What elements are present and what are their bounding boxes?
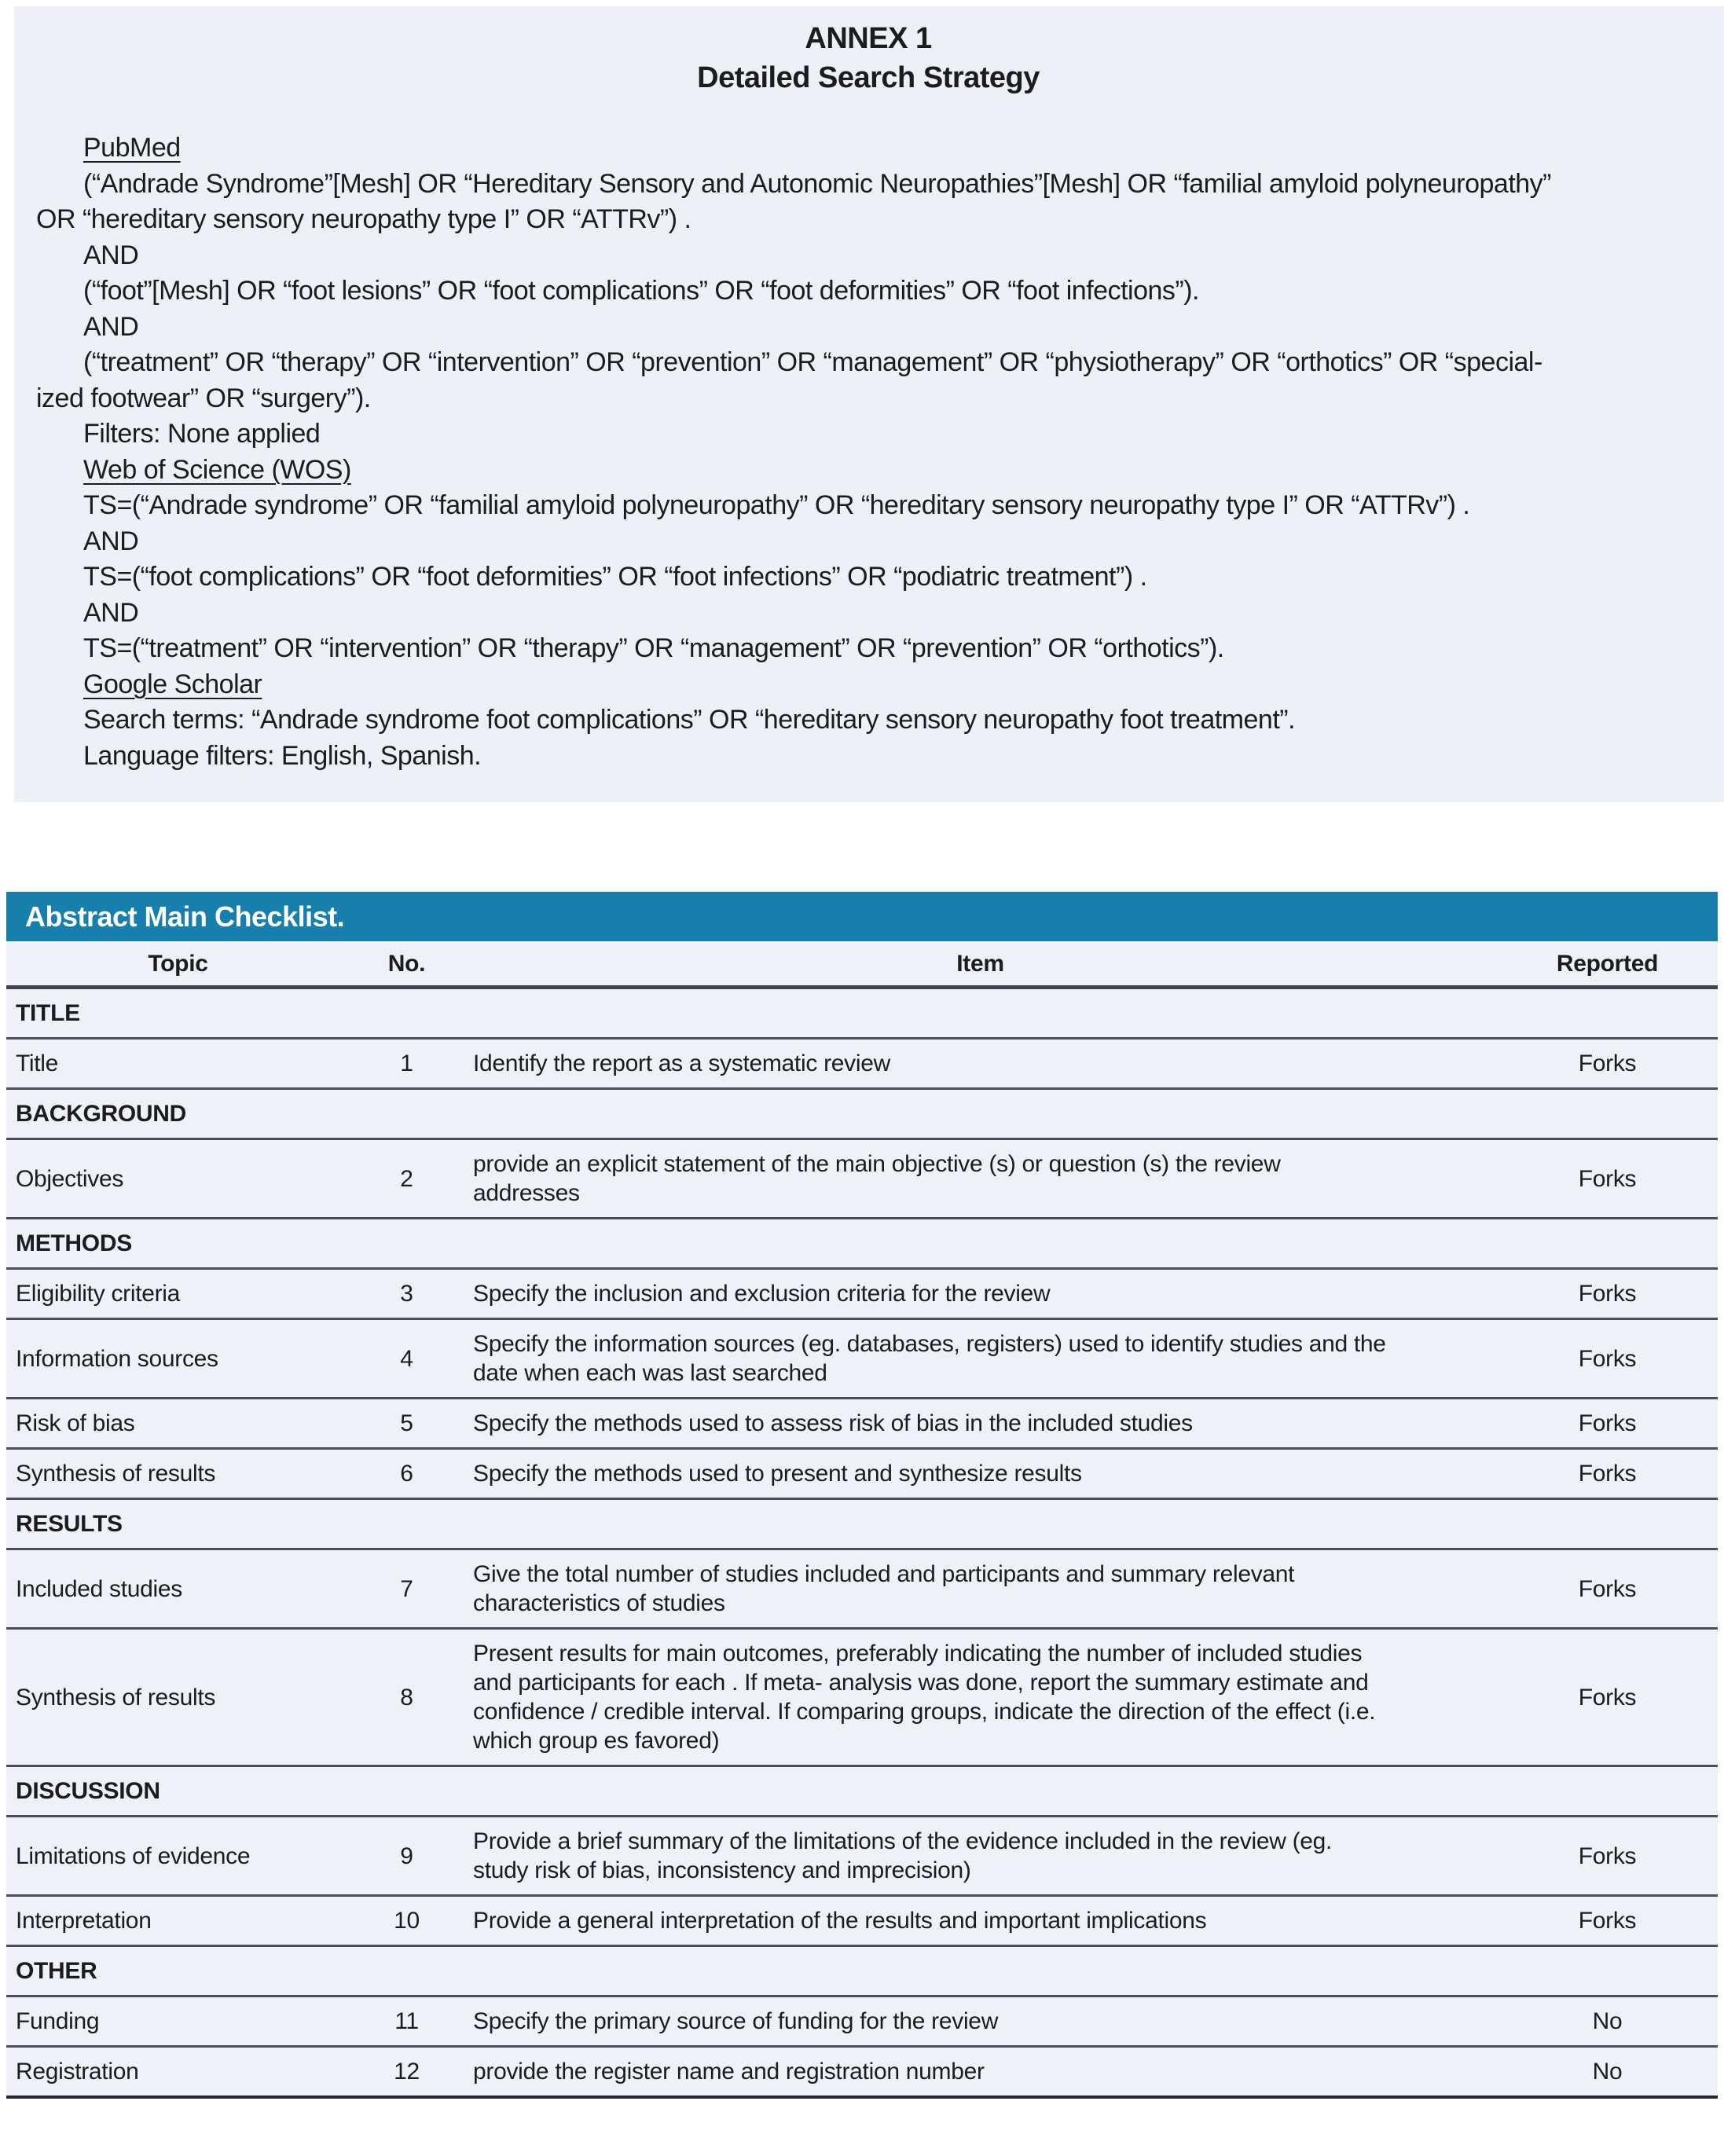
abstract-checklist [6,892,1718,2099]
topic-cell: Objectives [16,1165,124,1192]
section-label: BACKGROUND [16,1101,186,1127]
section-row [6,1946,1718,1996]
search-strategy-line: Search terms: “Andrade syndrome foot complications” OR “hereditary sensory neuropathy foot treatment”. [83,705,1296,735]
item-cell: Specify the methods used to assess risk of bias in the included studies [473,1410,1193,1436]
checklist-item-row [6,1549,1718,1629]
item-cell: Specify the methods used to present and synthesize results [473,1461,1082,1487]
reported-cell: Forks [1578,1684,1637,1710]
topic-cell: Limitations of evidence [16,1842,251,1869]
reported-cell: No [1592,2008,1623,2034]
search-strategy-line: (“treatment” OR “therapy” OR “intervention” OR “prevention” OR “management” OR “physiotherapy” OR “orthotics” OR “special- [83,347,1542,377]
topic-cell: Synthesis of results [16,1684,216,1710]
topic-cell: Registration [16,2059,139,2084]
section-label: TITLE [16,1000,80,1026]
topic-cell: Eligibility criteria [16,1281,181,1307]
item-cell: Identify the report as a systematic review [473,1050,890,1076]
no-cell: 12 [394,2059,420,2084]
section-label: RESULTS [16,1511,123,1537]
topic-cell: Information sources [16,1345,218,1372]
topic-cell: Interpretation [16,1908,152,1934]
database-heading-text: Google Scholar [83,669,262,699]
search-strategy-line: AND [83,597,139,628]
search-strategy-line: TS=(“foot complications” OR “foot deformities” OR “foot infections” OR “podiatric treatment”) . [83,562,1147,592]
checklist-item-row [6,1817,1718,1896]
item-cell: Provide a general interpretation of the results and important implications [473,1908,1207,1934]
column-header-item: Item [956,951,1004,977]
database-heading [36,130,1700,167]
search-strategy-line: Filters: None applied [83,419,321,449]
checklist-table [6,941,1718,2099]
no-cell: 3 [400,1281,413,1307]
section-row [6,988,1718,1039]
reported-cell: No [1592,2059,1623,2084]
search-strategy-line: TS=(“Andrade syndrome” OR “familial amyloid polyneuropathy” OR “hereditary sensory neuropathy type I” OR “ATTRv”) . [83,490,1470,520]
checklist-item-row [6,1039,1718,1089]
item-cell: Specify the primary source of funding for the review [473,2008,999,2034]
checklist-item-row [6,1629,1718,1766]
no-cell: 1 [400,1050,413,1076]
no-cell: 5 [400,1410,413,1436]
database-heading-text: Web of Science (WOS) [83,454,351,485]
search-strategy-line: (“Andrade Syndrome”[Mesh] OR “Hereditary Sensory and Autonomic Neuropathies”[Mesh] OR “familial amyloid polyneuropathy” [83,168,1551,199]
checklist-body [6,988,1718,2098]
annex-title-line2: Detailed Search Strategy [697,61,1040,94]
topic-cell: Risk of bias [16,1410,135,1436]
no-cell: 7 [400,1575,413,1602]
section-row [6,1499,1718,1549]
section-row [6,1766,1718,1817]
checklist-item-row [6,1269,1718,1319]
section-row [6,1219,1718,1269]
item-cell: Specify the inclusion and exclusion criteria for the review [473,1281,1051,1307]
search-strategy-line: AND [83,311,139,342]
search-strategy-line: OR “hereditary sensory neuropathy type I” OR “ATTRv”) . [36,204,691,234]
checklist-caption: Abstract Main Checklist. [6,892,1718,941]
checklist-item-row [6,1896,1718,1946]
column-header-row [6,941,1718,988]
reported-cell: Forks [1578,1908,1637,1934]
reported-cell: Forks [1578,1461,1637,1487]
column-header-topic: Topic [148,951,208,977]
database-heading [36,453,1700,489]
checklist-item-row [6,1399,1718,1449]
reported-cell: Forks [1578,1575,1637,1602]
search-strategy-line: TS=(“treatment” OR “intervention” OR “therapy” OR “management” OR “prevention” OR “orthotics”). [83,633,1224,663]
section-label: DISCUSSION [16,1778,160,1804]
checklist-item-row [6,1319,1718,1399]
search-strategy-line: ized footwear” OR “surgery”). [36,383,371,413]
topic-cell: Title [16,1050,59,1076]
no-cell: 9 [400,1842,413,1869]
reported-cell: Forks [1578,1410,1637,1436]
reported-cell: Forks [1578,1165,1637,1192]
search-strategy-line: AND [83,240,139,270]
item-cell: provide the register name and registration number [473,2059,985,2084]
topic-cell: Funding [16,2008,100,2034]
column-header-no: No. [387,951,426,977]
item-cell: Provide a brief summary of the limitations of the evidence included in the review (eg. study risk of bias, inconsistency and imprecision) [473,1828,1333,1883]
item-cell: Present results for main outcomes, preferably indicating the number of included studies and participants for each . If meta- analysis was done, report the summary estimate and confidence / credible interval. If comparing groups, indicate the direction of the effect (i.e. which group es favored) [473,1641,1376,1754]
no-cell: 4 [400,1345,413,1372]
search-strategy-line: (“foot”[Mesh] OR “foot lesions” OR “foot complications” OR “foot deformities” OR “foot infections”). [83,276,1199,306]
checklist-item-row [6,1449,1718,1499]
no-cell: 11 [394,2008,419,2034]
checklist-item-row [6,1996,1718,2047]
search-strategy-line: AND [83,526,139,556]
checklist-item-row [6,1139,1718,1219]
database-heading-text: PubMed [83,133,181,163]
no-cell: 8 [400,1684,413,1710]
annex-title-line1: ANNEX 1 [805,22,932,55]
column-header-reported: Reported [1556,951,1659,977]
reported-cell: Forks [1578,1345,1637,1372]
item-cell: Specify the information sources (eg. databases, registers) used to identify studies and the date when each was last searched [473,1331,1386,1386]
topic-cell: Included studies [16,1575,183,1602]
checklist-item-row [6,2047,1718,2098]
section-label: OTHER [16,1958,97,1984]
reported-cell: Forks [1578,1281,1637,1307]
annex-title [36,19,1700,97]
item-cell: Give the total number of studies included and participants and summary relevant characteristics of studies [473,1561,1295,1616]
search-strategy-lines [36,130,1700,774]
reported-cell: Forks [1578,1842,1637,1869]
reported-cell: Forks [1578,1050,1637,1076]
no-cell: 2 [400,1165,413,1192]
topic-cell: Synthesis of results [16,1461,216,1487]
search-strategy-line: Language filters: English, Spanish. [83,740,482,771]
no-cell: 10 [394,1908,420,1934]
section-label: METHODS [16,1230,132,1256]
database-heading [36,667,1700,703]
no-cell: 6 [400,1461,413,1487]
section-row [6,1089,1718,1139]
annex-search-strategy-block [14,6,1724,802]
item-cell: provide an explicit statement of the main objective (s) or question (s) the review addresses [473,1151,1281,1206]
